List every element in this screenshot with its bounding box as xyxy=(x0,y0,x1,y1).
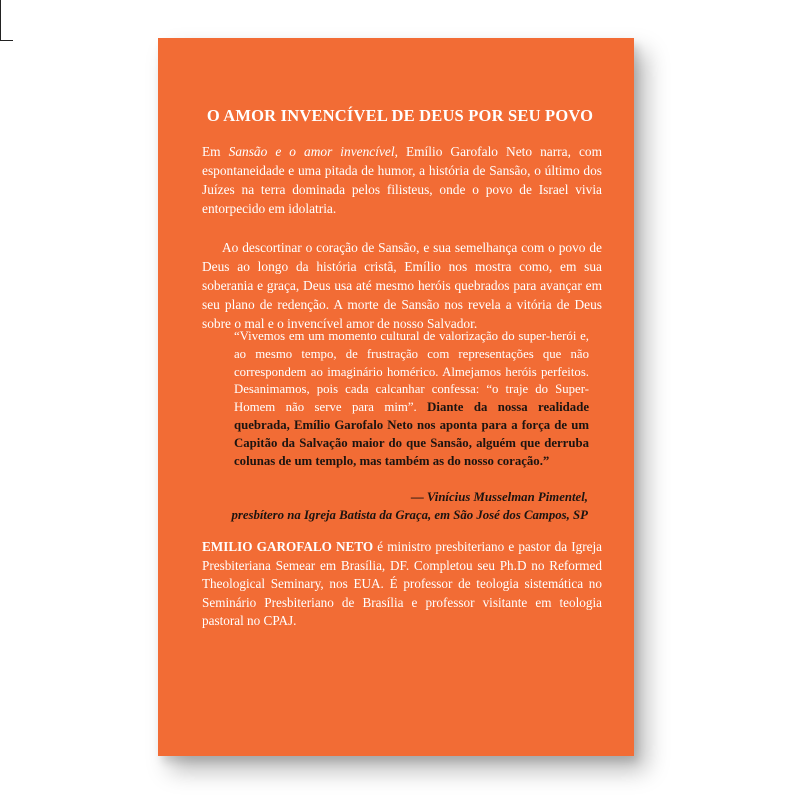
endorser-name: — Vinícius Musselman Pimentel, xyxy=(410,490,588,504)
author-bio-text: é ministro presbiteriano e pastor da Igreja Presbiteriana Semear em Brasília, DF. Completou seu Ph.D no Reformed Theological Seminary, nos EUA. É professor de teologia sistemática no Seminário Presbiteriano de Brasília e professor visitante em teologia pastoral no CPAJ. xyxy=(202,539,602,628)
synopsis-paragraph-1 xyxy=(202,142,602,218)
book-title-italic: Sansão e o amor invencível xyxy=(228,144,395,159)
corner-crop-mark xyxy=(0,0,13,41)
quote-plain-text: “Vivemos em um momento cultural de valorização do super-herói e, ao mesmo tempo, de frustração com representações que não correspondem ao imaginário homérico. Almejamos heróis perfeitos. Desanimamos, pois cada calcanhar confessa: “o traje do Super-Homem não serve para mim”. xyxy=(234,329,589,415)
endorsement-quote xyxy=(234,328,589,470)
author-bio xyxy=(202,538,602,631)
quote-bold-text: Diante da nossa realidade quebrada, Emílio Garofalo Neto nos aponta para a força de um Capitão da Salvação maior do que Sansão, alguém que derruba colunas de um templo, mas também as do nosso coração.” xyxy=(234,400,589,468)
synopsis-intro: Em xyxy=(202,144,229,159)
synopsis-paragraph-2: Ao descortinar o coração de Sansão, e sua semelhança com o povo de Deus ao longo da história cristã, Emílio nos mostra como, em sua soberania e graça, Deus usa até mesmo heróis quebrados para avançar em seu plano de redenção. A morte de Sansão nos revela a vitória de Deus sobre o mal e o invencível amor de nosso Salvador. xyxy=(202,240,602,331)
endorser-role: presbítero na Igreja Batista da Graça, em São José dos Campos, SP xyxy=(231,508,588,522)
synopsis-text: , Emílio Garofalo Neto narra, com espontaneidade e uma pitada de humor, a história de Sansão, o último dos Juízes na terra dominada pelos filisteus, onde o povo de Israel vivia entorpecido em idolatria. xyxy=(202,144,602,216)
cover-title: O AMOR INVENCÍVEL DE DEUS POR SEU POVO xyxy=(206,106,594,125)
author-name: EMILIO GAROFALO NETO xyxy=(202,539,374,554)
book-back-cover xyxy=(158,38,634,756)
